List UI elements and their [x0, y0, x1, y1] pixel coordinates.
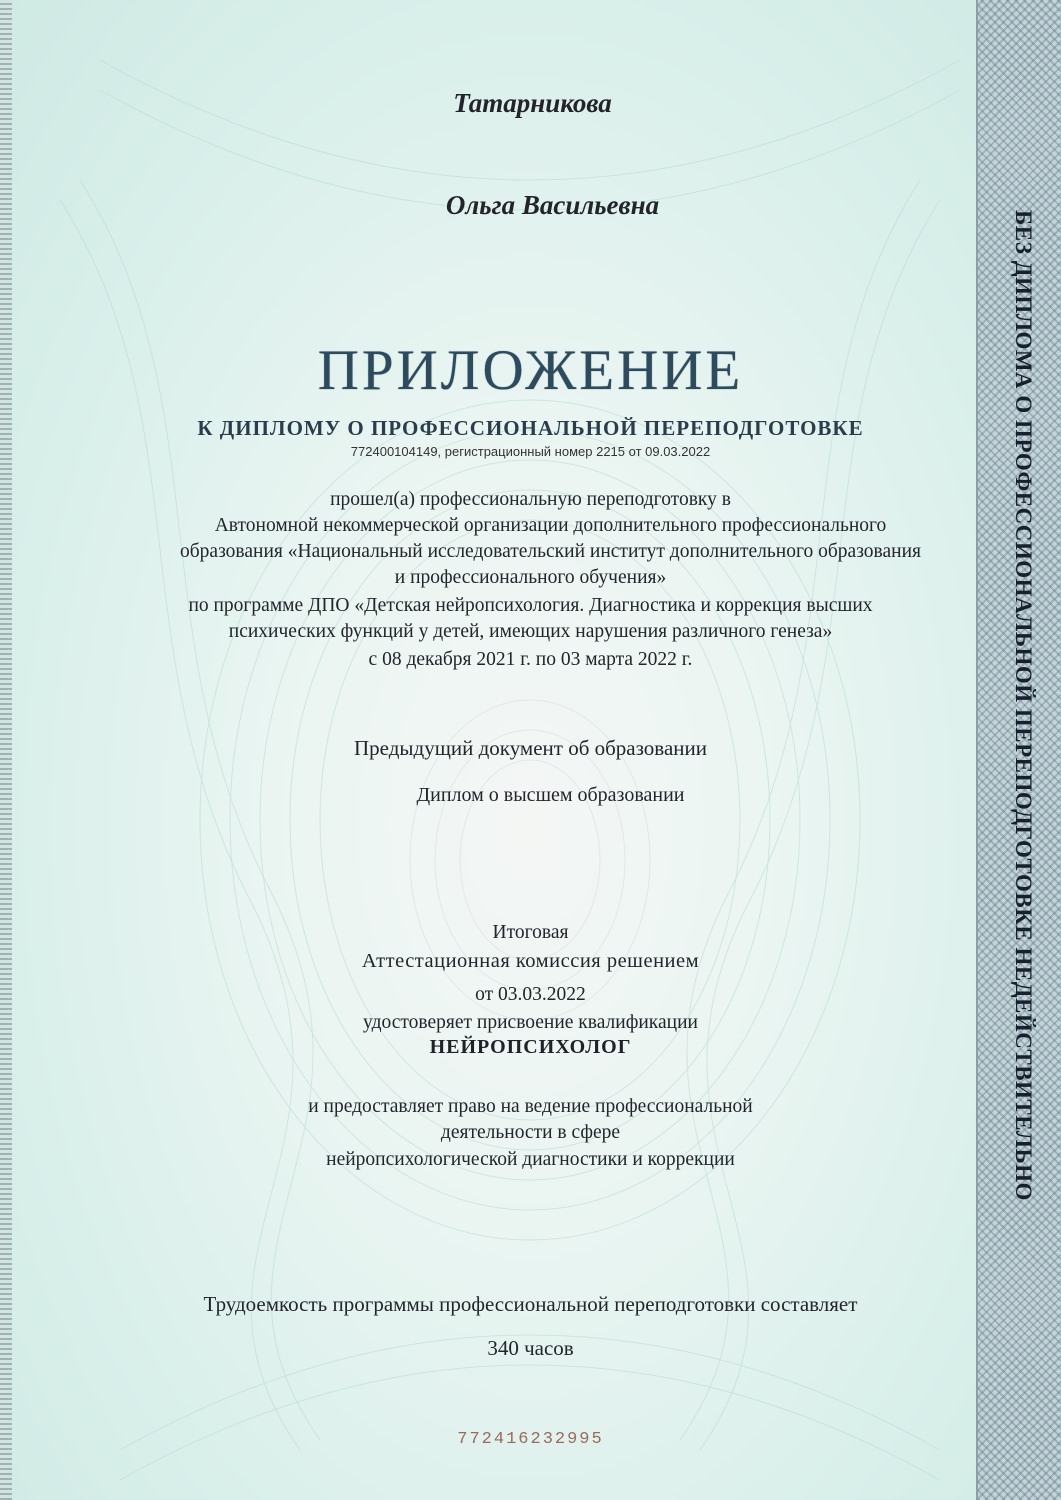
- training-line: по программе ДПО «Детская нейропсихология. Диагностика и коррекция высших: [188, 595, 873, 616]
- serial-number: 772416232995: [457, 1430, 604, 1449]
- side-band-text: БЕЗ ДИПЛОМА О ПРОФЕССИОНАЛЬНОЙ ПЕРЕПОДГОТОВКЕ НЕДЕЙСТВИТЕЛЬНО: [1011, 210, 1036, 1201]
- attestation-date: от 03.03.2022: [475, 984, 586, 1005]
- rights-line: деятельности в сфере: [440, 1122, 621, 1143]
- previous-document-label: Предыдущий документ об образовании: [354, 736, 707, 760]
- qualification-name: НЕЙРОПСИХОЛОГ: [429, 1036, 632, 1058]
- document-subtitle: К ДИПЛОМУ О ПРОФЕССИОНАЛЬНОЙ ПЕРЕПОДГОТОВКЕ: [197, 416, 864, 440]
- document-title: ПРИЛОЖЕНИЕ: [317, 339, 744, 402]
- rights-line: и предоставляет право на ведение профессиональной: [308, 1096, 753, 1117]
- recipient-given-names: Ольга Васильевна: [445, 190, 660, 220]
- workload-hours: 340 часов: [487, 1336, 574, 1360]
- training-line: прошел(а) профессиональную переподготовку в: [330, 489, 731, 510]
- training-line: образования «Национальный исследовательский институт дополнительного образования: [180, 541, 921, 562]
- recipient-surname: Татарникова: [453, 88, 612, 118]
- training-dates: с 08 декабря 2021 г. по 03 марта 2022 г.: [368, 649, 693, 670]
- training-line: и профессионального обучения»: [394, 567, 667, 588]
- attestation-line: Аттестационная комиссия решением: [361, 950, 700, 972]
- attestation-line: Итоговая: [492, 922, 569, 943]
- training-line: психических функций у детей, имеющих нарушения различного генеза»: [228, 621, 833, 642]
- rights-line: нейропсихологической диагностики и коррекции: [326, 1149, 735, 1170]
- registration-line: 772400104149, регистрационный номер 2215 от 09.03.2022: [350, 444, 711, 459]
- workload-label: Трудоемкость программы профессиональной переподготовки составляет: [203, 1292, 858, 1316]
- previous-document-value: Диплом о высшем образовании: [416, 784, 685, 806]
- training-line: Автономной некоммерческой организации дополнительного профессионального: [214, 515, 887, 536]
- attestation-line: удостоверяет присвоение квалификации: [363, 1012, 698, 1033]
